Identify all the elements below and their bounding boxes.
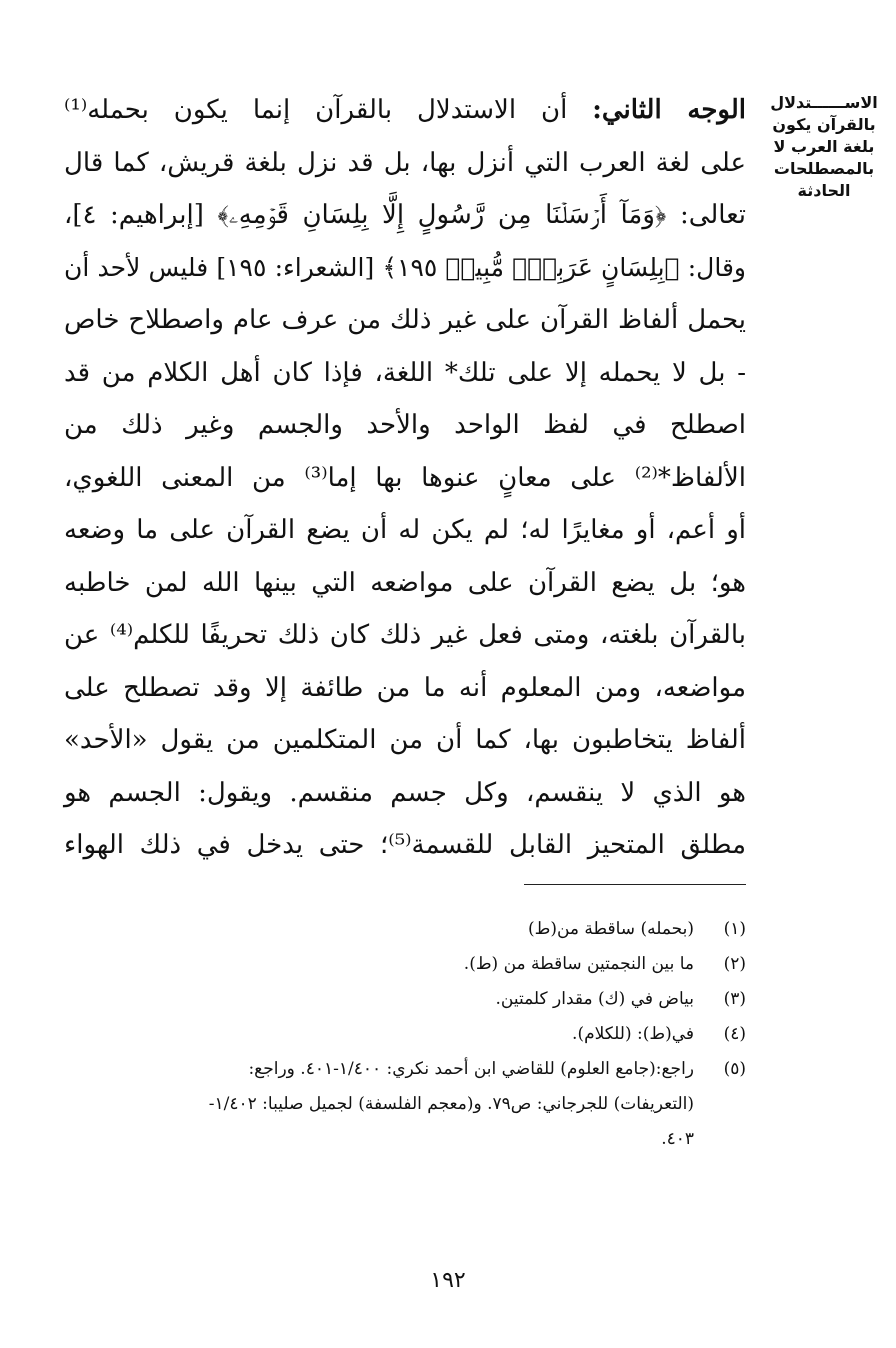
footnote-divider bbox=[524, 884, 746, 885]
footnote-number: (٢) bbox=[723, 954, 746, 974]
margin-note-line: الاســــــتدلال bbox=[770, 93, 878, 112]
text-line: ألفاظ يتخاطبون بها، كما أن من المتكلمين من يقول «الأحد» bbox=[64, 725, 746, 755]
text-line: أو أعم، أو مغايرًا له؛ لم يكن له أن يضع القرآن على ما وضعه bbox=[64, 515, 746, 545]
footnote-text: بياض في (ك) مقدار كلمتين. bbox=[495, 989, 694, 1009]
text-line bbox=[64, 84, 746, 137]
text-line: بالقرآن بلغته، ومتى فعل غير ذلك كان ذلك تحريفًا للكلم⁽⁴⁾ عن bbox=[64, 620, 746, 650]
footnotes bbox=[64, 912, 746, 1157]
margin-note-line: بالقرآن يكون bbox=[772, 115, 876, 134]
footnote bbox=[64, 1052, 746, 1087]
text-line: هو؛ بل يضع القرآن على مواضعه التي بينها الله لمن خاطبه bbox=[64, 567, 746, 598]
text-line: يحمل ألفاظ القرآن على غير ذلك من عرف عام واصطلاح خاص bbox=[64, 305, 746, 335]
margin-note-line: بالمصطلحات bbox=[773, 159, 875, 178]
footnote bbox=[64, 982, 746, 1017]
text-line: وقال: ﴿بِلِسَانٍ عَرَبِيّٖ مُّبِينٖ ١٩٥﴾ [الشعراء: ١٩٥] فليس لأحد أن bbox=[64, 252, 746, 282]
text-line: مواضعه، ومن المعلوم أنه ما من طائفة إلا وقد تصطلح على bbox=[64, 672, 746, 703]
text-line: مطلق المتحيز القابل للقسمة⁽⁵⁾؛ حتى يدخل في ذلك الهواء bbox=[64, 830, 747, 860]
footnote-number: (٥) bbox=[723, 1059, 746, 1079]
footnote-number: (٤) bbox=[723, 1024, 746, 1044]
footnote-number: (٣) bbox=[723, 989, 746, 1009]
footnote bbox=[64, 1017, 746, 1052]
text-line: على لغة العرب التي أنزل بها، بل قد نزل بلغة قريش، كما قال bbox=[64, 147, 746, 178]
text-line: تعالى: ﴿وَمَآ أَرۡسَلۡنَا مِن رَّسُولٍ إِلَّا بِلِسَانِ قَوۡمِهِۦ﴾ [إبراهيم: ٤]، bbox=[64, 200, 746, 230]
footnote-text: (بحمله) ساقطة من(ط) bbox=[528, 919, 694, 939]
footnote-number: (١) bbox=[723, 919, 746, 939]
section-lead: الوجه الثاني: bbox=[592, 95, 747, 125]
footnote bbox=[64, 912, 746, 947]
margin-note bbox=[766, 92, 882, 202]
margin-note-line: الحادثة bbox=[797, 181, 851, 200]
footnote-continuation: (التعريفات) للجرجاني: ص٧٩. و(معجم الفلسفة) لجميل صليبا: ١/٤٠٢- bbox=[208, 1094, 694, 1114]
footnote-continuation: ٤٠٣. bbox=[661, 1129, 694, 1149]
footnote-text: ما بين النجمتين ساقطة من (ط). bbox=[463, 954, 694, 974]
body-text bbox=[64, 84, 746, 872]
text-line: اصطلح في لفظ الواحد والأحد والجسم وغير ذلك من bbox=[64, 410, 746, 440]
footnote-text: في(ط): (للكلام). bbox=[572, 1024, 694, 1044]
text-line-content: أن الاستدلال بالقرآن إنما يكون بحمله⁽¹⁾ bbox=[64, 95, 568, 125]
text-line: الألفاظ*⁽²⁾ على معانٍ عنوها بها إما⁽³⁾ من المعنى اللغوي، bbox=[64, 462, 747, 493]
text-line: هو الذي لا ينقسم، وكل جسم منقسم. ويقول: الجسم هو bbox=[64, 777, 746, 808]
page-number: ١٩٢ bbox=[430, 1268, 466, 1293]
margin-note-line: بلغة العرب لا bbox=[773, 137, 875, 156]
footnote-text: راجع:(جامع العلوم) للقاضي ابن أحمد نكري: ١/٤٠٠-٤٠١. وراجع: bbox=[248, 1059, 694, 1079]
footnote bbox=[64, 947, 746, 982]
text-line: - بل لا يحمله إلا على تلك* اللغة، فإذا كان أهل الكلام من قد bbox=[64, 357, 746, 388]
